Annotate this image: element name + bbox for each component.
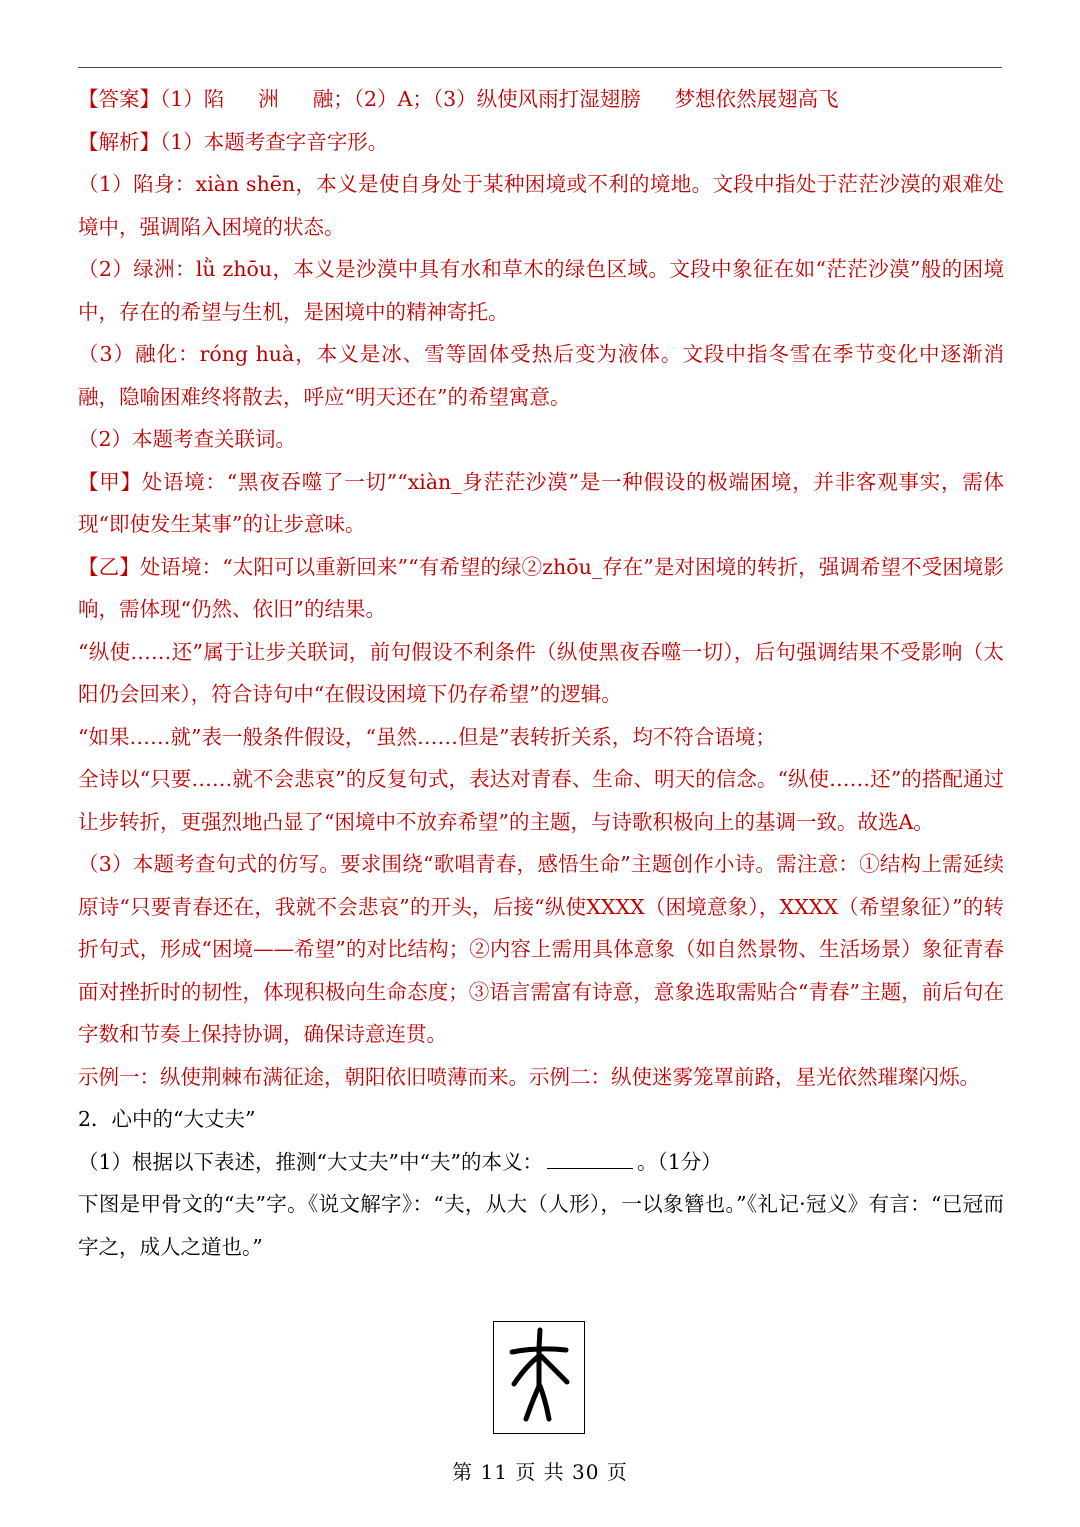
yi-text: 处语境：“太阳可以重新回来”“有希望的绿②zhōu_存在”是对困境的转折，强调希望不受困境影响，需体现“仍然、依旧”的结果。	[78, 554, 1005, 621]
jia-label: 【甲】	[78, 469, 142, 494]
answer-part-1: （1）陷	[160, 87, 225, 111]
analysis-q3: （3）本题考查句式的仿写。要求围绕“歌唱青春，感悟生命”主题创作小诗。需注意：①结构上需延续原诗“只要青春还在，我就不会悲哀”的开头，后接“纵使XXXX（困境意象），XXXX（希望象征）”的转折句式，形成“困境——希望”的对比结构；②内容上需用具体意象（如自然景物、生活场景）象征青春面对挫折时的韧性，体现积极向生命态度；③语言需富有诗意，意象选取需贴合“青春”主题，前后句在字数和节奏上保持协调，确保诗意连贯。	[78, 852, 1004, 1046]
analysis-item-2: （2）绿洲：lǜ zhōu，本义是沙漠中具有水和草木的绿色区域。文段中象征在如“茫茫沙漠”般的困境中，存在的希望与生机，是困境中的精神寄托。	[78, 257, 1004, 324]
sub-1-score: 。（1分）	[636, 1149, 722, 1174]
question-2-sub-1	[78, 1141, 1004, 1184]
question-2-title: 2．心中的“大丈夫”	[78, 1107, 256, 1131]
analysis-yi	[78, 546, 1004, 631]
page-body	[78, 78, 1004, 1268]
header-rule	[78, 67, 1002, 68]
analysis-label: 【解析】	[78, 129, 160, 154]
answer-line	[78, 78, 1004, 121]
oracle-bone-fu-figure	[493, 1321, 585, 1434]
jia-text: 处语境：“黑夜吞噬了一切”“xiàn_身茫茫沙漠”是一种假设的极端困境，并非客观事实，需体现“即使发生某事”的让步意味。	[78, 469, 1005, 536]
answer-part-1d: 梦想依然展翅高飞	[674, 87, 839, 111]
analysis-ruguo: “如果……就”表一般条件假设，“虽然……但是”表转折关系，均不符合语境；	[78, 724, 776, 749]
answer-blank[interactable]	[547, 1146, 633, 1169]
question-2-description: 下图是甲骨文的“夫”字。《说文解字》：“夫，从大（人形），一以象簪也。”《礼记·冠义》有言：“已冠而字之，成人之道也。”	[78, 1192, 1004, 1259]
page-footer: 第 11 页 共 30 页	[452, 1460, 628, 1484]
analysis-jia	[78, 461, 1004, 546]
analysis-zongshi: “纵使……还”属于让步关联词，前句假设不利条件（纵使黑夜吞噬一切），后句强调结果不受影响（太阳仍会回来），符合诗句中“在假设困境下仍存希望”的逻辑。	[78, 639, 1004, 706]
analysis-example: 示例一：纵使荆棘布满征途，朝阳依旧喷薄而来。示例二：纵使迷雾笼罩前路，星光依然璀璨闪烁。	[78, 1064, 980, 1089]
analysis-item-3: （3）融化：róng huà，本义是冰、雪等固体受热后变为液体。文段中指冬雪在季节变化中逐渐消融，隐喻困难终将散去，呼应“明天还在”的希望寓意。	[78, 342, 1004, 409]
analysis-intro-text: （1）本题考查字音字形。	[160, 129, 389, 154]
analysis-q2: （2）本题考查关联词。	[78, 427, 297, 451]
analysis-intro	[78, 121, 1004, 164]
answer-label: 【答案】	[78, 87, 160, 111]
analysis-quanshi: 全诗以“只要……就不会悲哀”的反复句式，表达对青春、生命、明天的信念。“纵使……还”的搭配通过让步转折，更强烈地凸显了“困境中不放弃希望”的主题，与诗歌积极向上的基调一致。故选A。	[78, 767, 1004, 834]
answer-part-1b: 洲	[258, 87, 279, 111]
sub-1-prompt: （1）根据以下表述，推测“大丈夫”中“夫”的本义：	[78, 1149, 543, 1174]
answer-part-1c: 融；（2）A；（3）纵使风雨打湿翅膀	[312, 87, 641, 111]
analysis-item-1: （1）陷身：xiàn shēn，本义是使自身处于某种困境或不利的境地。文段中指处于茫茫沙漠的艰难处境中，强调陷入困境的状态。	[78, 172, 1004, 239]
oracle-bone-fu-icon	[494, 1322, 583, 1432]
yi-label: 【乙】	[78, 554, 140, 579]
